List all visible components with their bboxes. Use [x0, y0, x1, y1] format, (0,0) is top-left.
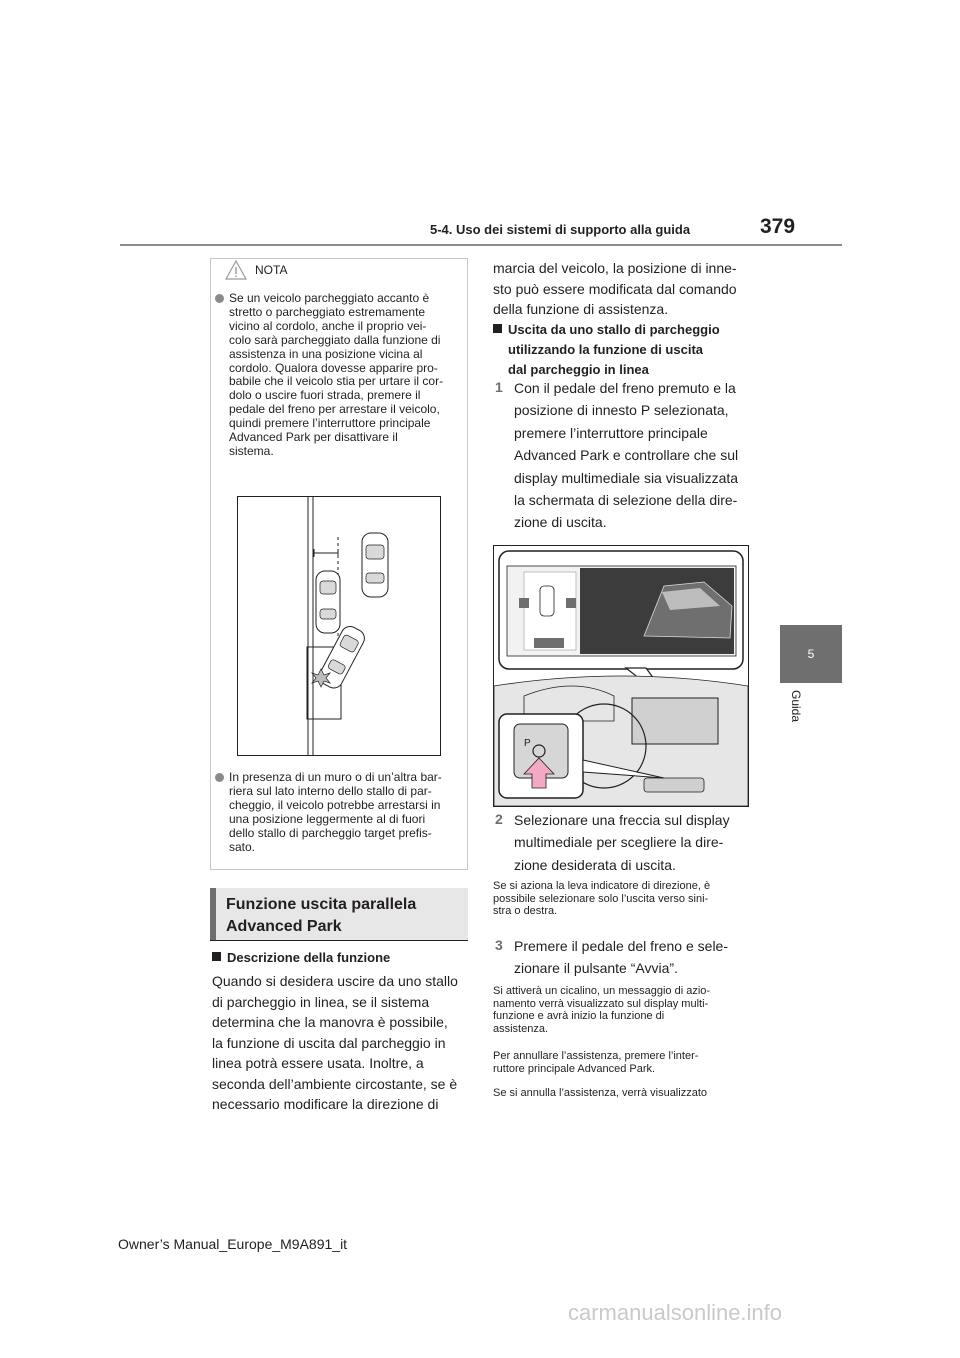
parking-diagram-icon	[238, 497, 440, 755]
note-line: sato.	[229, 839, 256, 854]
note-line: assistenza.	[493, 1022, 549, 1035]
note-line: funzione e avrà inizio la funzione di	[493, 1010, 665, 1022]
note-line: vicino al cordolo, anche il proprio vei-	[229, 318, 427, 333]
note-line: Advanced Park per disattivare il	[229, 430, 398, 445]
note-5-text: Se si annulla l’assistenza, verrà visualizzato	[493, 1087, 707, 1099]
chapter-tab: 5	[780, 625, 842, 683]
body-line: linea potrà essere usata. Inoltre, a	[212, 1055, 424, 1071]
note-line: possibile selezionare solo l’uscita verso sini-	[493, 892, 709, 905]
note-line: namento verrà visualizzato sul display multi-	[493, 997, 709, 1010]
subheading-line: dal parcheggio in linea	[508, 362, 649, 377]
body-line: della funzione di assistenza.	[493, 301, 669, 317]
step-line: multimediale per scegliere la dire-	[514, 834, 724, 851]
body-line: determina che la manovra è possibile,	[212, 1014, 448, 1030]
warning-icon	[224, 258, 248, 282]
body-line: di parcheggio in linea, se il sistema	[212, 993, 430, 1010]
note-line: babile che il veicolo stia per urtare il cor-	[229, 374, 444, 389]
watermark-text: carmanualsonline.info	[568, 1300, 783, 1325]
step-number: 3	[495, 937, 503, 953]
subheading-description	[212, 948, 390, 968]
chapter-label: Guida	[789, 690, 803, 723]
section-heading-line: Advanced Park	[226, 918, 342, 935]
subheading-line	[493, 320, 753, 340]
description-paragraph	[212, 971, 468, 1115]
note-bullet-2	[229, 771, 465, 854]
bullet-dot-icon	[215, 773, 224, 782]
step-line: zione desiderata di uscita.	[514, 856, 676, 873]
note-line: stra o destra.	[493, 905, 558, 917]
body-line: la funzione di uscita dal parcheggio in	[212, 1034, 446, 1051]
step-line: zionare il pulsante “Avvia”.	[514, 960, 678, 977]
footer-manual-id: Owner’s Manual_Europe_M9A891_it	[118, 1236, 348, 1252]
body-line: sto può essere modificata dal comando	[493, 280, 737, 297]
square-bullet-icon	[212, 952, 221, 961]
step-line: premere l’interruttore principale	[514, 424, 708, 441]
switch-p-label: P	[524, 738, 531, 749]
dashboard-drawing-icon	[494, 546, 748, 806]
page-number: 379	[760, 215, 796, 238]
continued-paragraph	[493, 258, 753, 320]
step-line: display multimediale sia visualizzata	[514, 469, 739, 486]
note-line: quindi premere l’interruttore principale	[229, 416, 431, 431]
note-line: Se un veicolo parcheggiato accanto è	[229, 291, 430, 305]
step-line: Premere il pedale del freno e sele-	[514, 938, 729, 954]
square-bullet-icon	[493, 324, 502, 333]
note-line: pedale del freno per arrestare il veicolo,	[229, 402, 440, 417]
note-line: cordolo. Qualora dovesse apparire pro-	[229, 360, 438, 375]
note-3-text	[493, 985, 753, 1035]
subheading-text: Descrizione della funzione	[227, 950, 391, 965]
step-3-text	[514, 935, 754, 980]
subheading-text: Uscita da uno stallo di parcheggio	[508, 322, 720, 337]
note-4-text	[493, 1050, 753, 1075]
body-line: seconda dell’ambiente circostante, se è	[212, 1075, 458, 1092]
note-line: una posizione leggermente al di fuori	[229, 811, 426, 826]
note-line: ruttore principale Advanced Park.	[493, 1062, 656, 1075]
body-line: Quando si desidera uscire da uno stallo	[212, 973, 458, 989]
step-number: 2	[495, 811, 503, 827]
note-line: colo sarà parcheggiato dalla funzione di	[229, 332, 441, 347]
step-line: Con il pedale del freno premuto e la	[514, 380, 736, 396]
step-1-text	[514, 377, 754, 534]
section-divider	[210, 940, 468, 941]
step-line: la schermata di selezione della dire-	[514, 492, 738, 509]
note-line: sistema.	[229, 443, 274, 458]
note-title: NOTA	[255, 263, 288, 277]
step-line: Advanced Park e controllare che sul	[514, 447, 739, 464]
note-line: In presenza di un muro o di un’altra bar-	[229, 770, 442, 784]
step-line: zione di uscita.	[514, 514, 607, 531]
step-2-text	[514, 809, 754, 876]
step-line: Selezionare una freccia sul display	[514, 812, 730, 828]
parking-illustration	[237, 496, 441, 756]
header-divider	[120, 244, 842, 246]
note-line: cheggio, il veicolo potrebbe arrestarsi in	[229, 797, 441, 812]
header-section-title: 5-4. Uso dei sistemi di supporto alla guida	[430, 222, 691, 237]
note-line: riera sul lato interno dello stallo di par-	[229, 783, 432, 798]
dashboard-illustration	[493, 545, 749, 807]
section-heading-line: Funzione uscita parallela	[226, 896, 417, 913]
note-bullet-1	[229, 292, 465, 459]
note-line: Se si aziona la leva indicatore di direzione, è	[493, 880, 711, 892]
body-line: necessario modificare la direzione di	[212, 1096, 439, 1112]
subheading-line: utilizzando la funzione di uscita	[508, 342, 704, 357]
note-line: dolo o uscire fuori strada, premere il	[229, 388, 421, 403]
note-line: assistenza in una posizione vicina al	[229, 346, 423, 361]
section-heading	[210, 888, 468, 940]
note-line: Per annullare l’assistenza, premere l’inter-	[493, 1050, 699, 1062]
subheading-exit	[493, 320, 753, 380]
note-line: dello stallo di parcheggio target prefis-	[229, 825, 432, 840]
note-2-text	[493, 880, 753, 918]
note-line: Si attiverà un cicalino, un messaggio di azio-	[493, 985, 711, 997]
step-number: 1	[495, 379, 503, 395]
body-line: marcia del veicolo, la posizione di inne-	[493, 260, 737, 276]
step-line: posizione di innesto P selezionata,	[514, 402, 729, 419]
note-line: stretto o parcheggiato estremamente	[229, 304, 426, 319]
bullet-dot-icon	[215, 294, 224, 303]
